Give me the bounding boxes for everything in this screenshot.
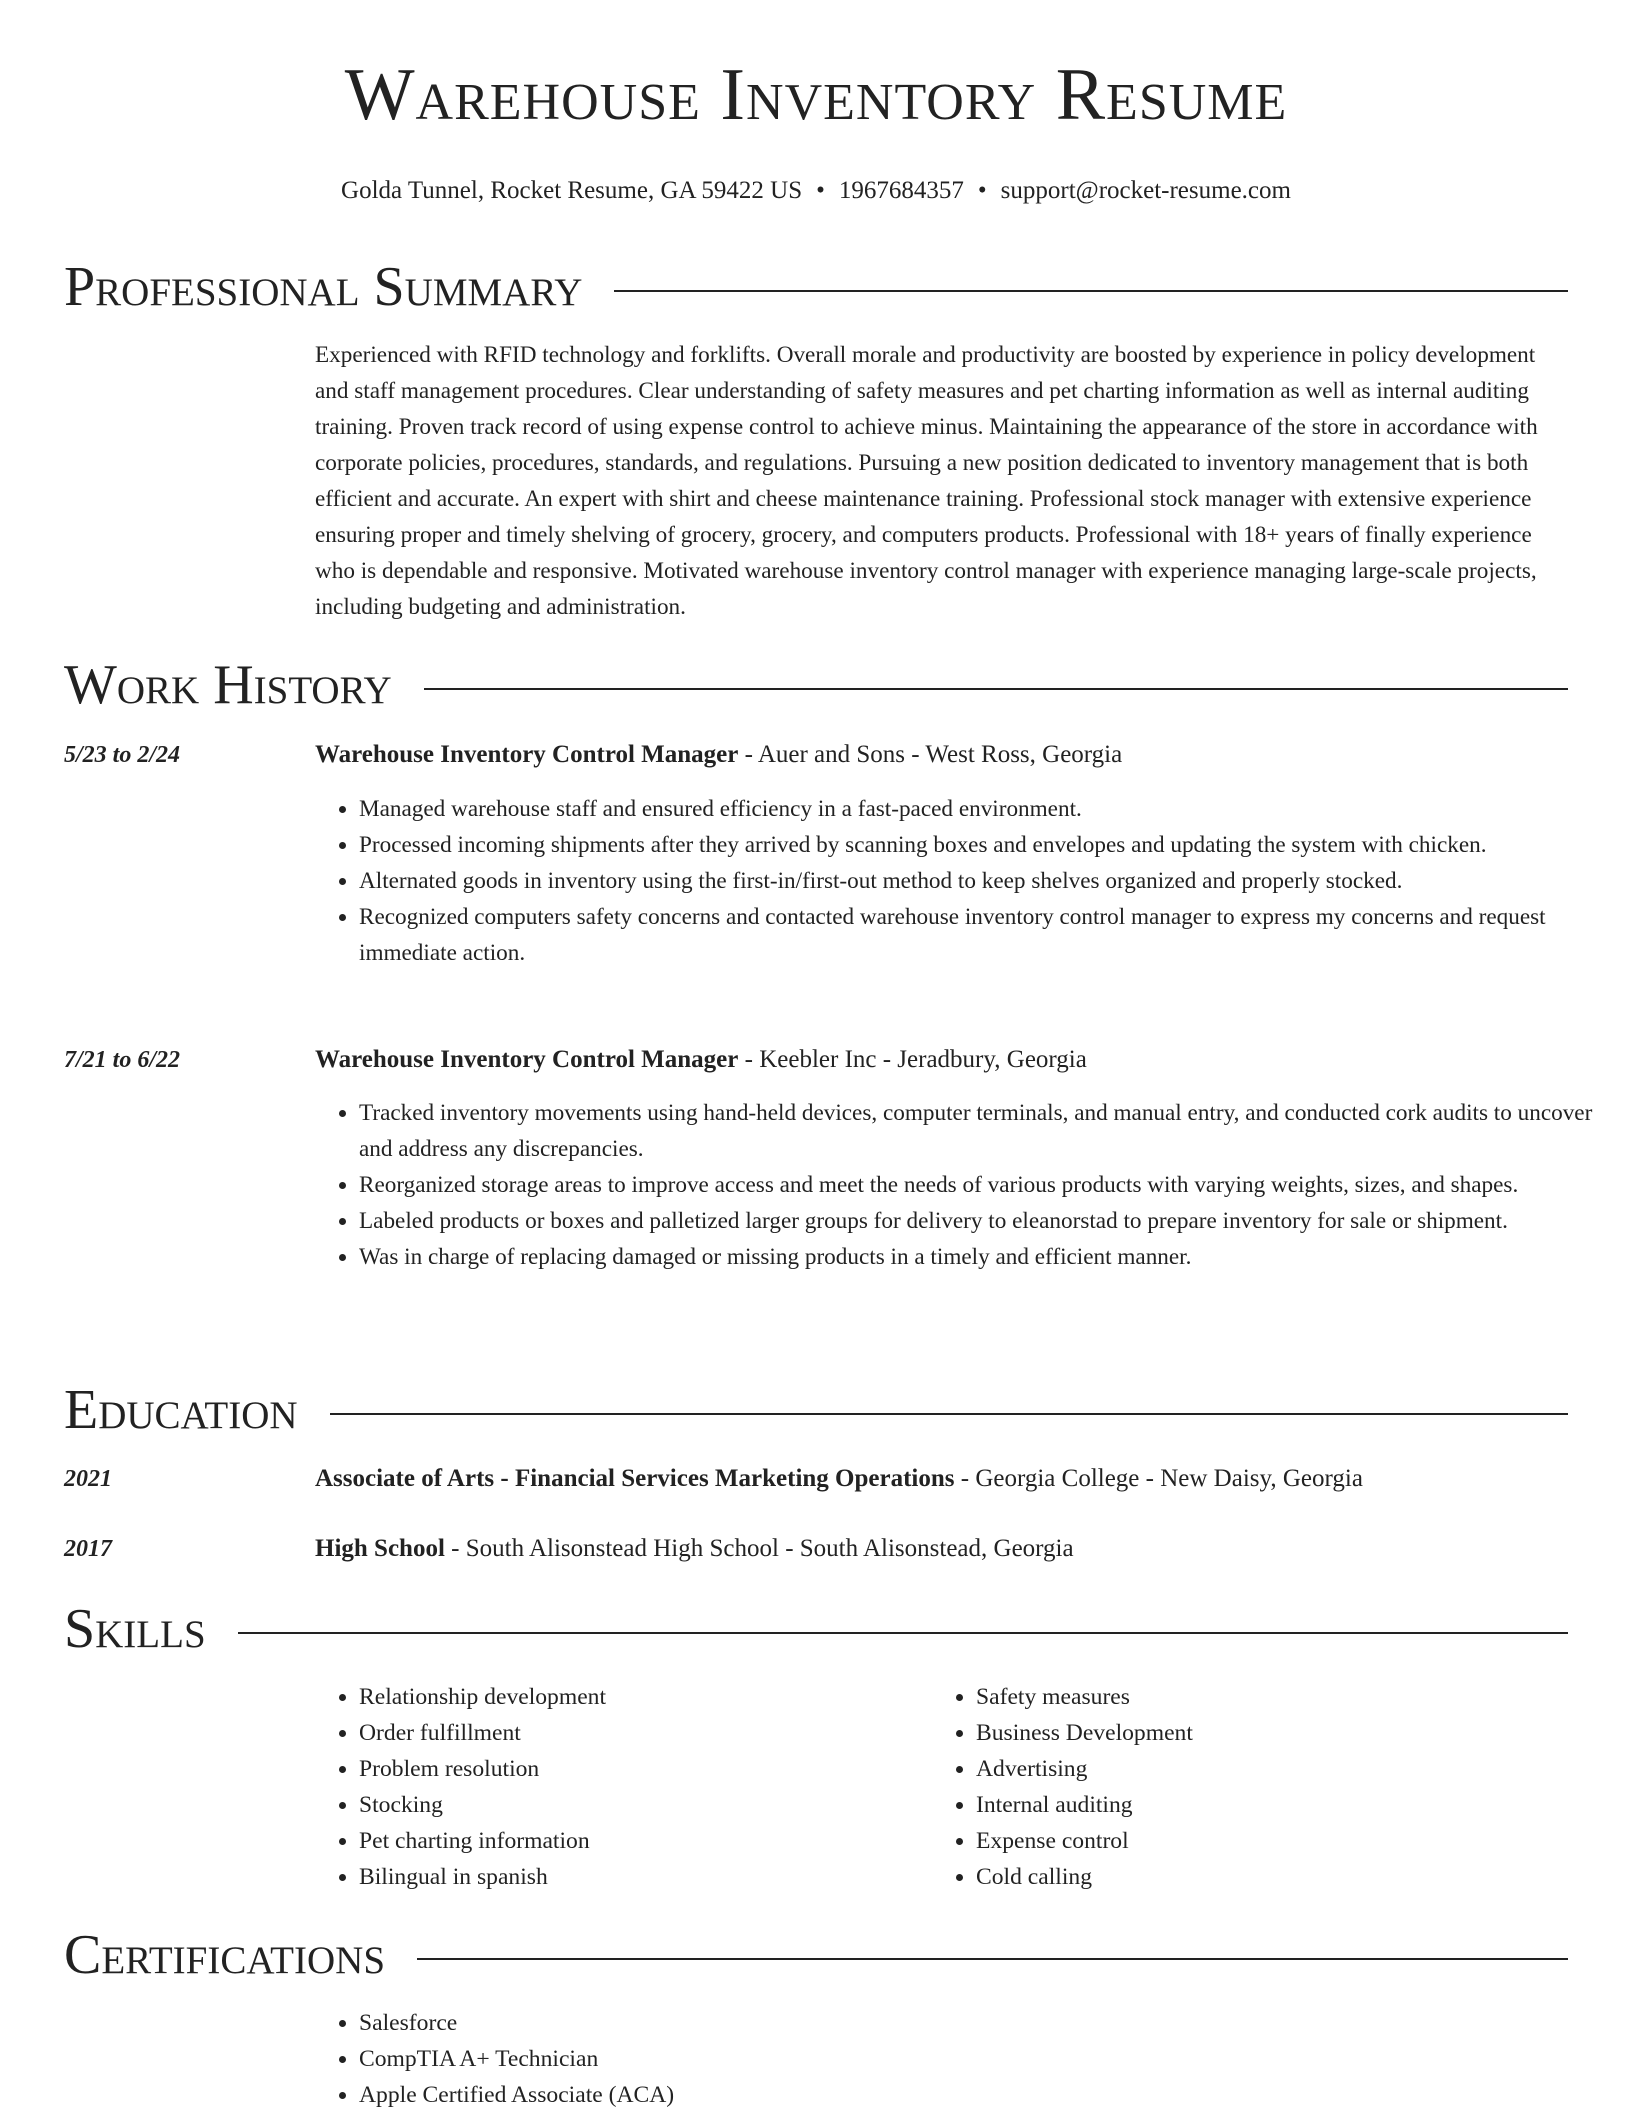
contact-separator: • xyxy=(816,177,825,204)
skill-item: • Order fulfillment xyxy=(359,1715,919,1751)
certification-item: • Salesforce xyxy=(359,2005,1159,2041)
list-item: • Managed warehouse staff and ensured efficiency in a fast-paced environment. xyxy=(359,791,1614,827)
skill-item: • Advertising xyxy=(976,1751,1576,1787)
list-item: • Tracked inventory movements using hand-held devices, computer terminals, and manual entry, and conducted cork audits to uncover and address any discrepancies. xyxy=(359,1095,1614,1167)
summary-text: Experienced with RFID technology and forklifts. Overall morale and productivity are boosted by experience in policy development and staff management procedures. Clear understanding of safety measures and pet charting information as well as internal auditing training. Proven track record of using expense control to achieve minus. Maintaining the appearance of the store in accordance with corporate policies, procedures, standards, and regulations. Pursuing a new position dedicated to inventory management that is both efficient and accurate. An expert with shirt and cheese maintenance training. Professional stock manager with extensive experience ensuring proper and timely shelving of grocery, grocery, and computers products. Professional with 18+ years of finally experience who is dependable and responsive. Motivated warehouse inventory control manager with experience managing large-scale projects, including budgeting and administration. xyxy=(315,342,1538,620)
skills-list-right xyxy=(932,1679,1576,1895)
education-heading xyxy=(315,1461,1570,1497)
skill-item: • Safety measures xyxy=(976,1679,1576,1715)
job-title: Warehouse Inventory Control Manager xyxy=(315,1046,739,1073)
contact-separator: • xyxy=(977,177,987,204)
resume-title: Warehouse Inventory Resume xyxy=(344,54,1288,136)
education-year: 2021 xyxy=(64,1466,112,1492)
section-title: Work History xyxy=(64,654,392,716)
section-title: Certifications xyxy=(64,1924,386,1986)
education-details: - Georgia College - New Daisy, Georgia xyxy=(954,1465,1363,1492)
job-bullets xyxy=(315,791,1614,971)
section-header-certifications xyxy=(64,1920,1568,1990)
skill-item: • Business Development xyxy=(976,1715,1576,1751)
job-title: Warehouse Inventory Control Manager xyxy=(315,741,739,768)
skill-item: • Pet charting information xyxy=(359,1823,919,1859)
list-item: • Processed incoming shipments after they arrived by scanning boxes and envelopes and updating the system with chicken. xyxy=(359,827,1614,863)
section-divider xyxy=(330,1413,1568,1415)
section-header-summary xyxy=(64,252,1568,322)
list-item: • Reorganized storage areas to improve access and meet the needs of various products with varying weights, sizes, and shapes. xyxy=(359,1167,1614,1203)
section-divider xyxy=(614,290,1568,292)
job-dates: 5/23 to 2/24 xyxy=(64,742,181,768)
list-item: • Recognized computers safety concerns and contacted warehouse inventory control manager to express my concerns and request immediate action. xyxy=(359,899,1614,971)
list-item: • Was in charge of replacing damaged or missing products in a timely and efficient manner. xyxy=(359,1239,1614,1275)
skill-item: • Internal auditing xyxy=(976,1787,1576,1823)
section-header-work xyxy=(64,650,1568,720)
contact-line xyxy=(0,176,1632,206)
skill-item: • Relationship development xyxy=(359,1679,919,1715)
job-heading xyxy=(315,1042,1570,1078)
job-heading xyxy=(315,737,1570,773)
contact-phone: 1967684357 xyxy=(838,177,964,204)
section-title: Professional Summary xyxy=(64,256,583,318)
skill-item: • Stocking xyxy=(359,1787,919,1823)
section-divider xyxy=(417,1958,1568,1960)
list-item: • Labeled products or boxes and palletized larger groups for delivery to eleanorstad to prepare inventory for sale or shipment. xyxy=(359,1203,1614,1239)
education-degree: High School xyxy=(315,1535,445,1562)
education-details: - South Alisonstead High School - South Alisonstead, Georgia xyxy=(444,1535,1074,1562)
skill-item: • Cold calling xyxy=(976,1859,1576,1895)
education-degree: Associate of Arts - Financial Services Marketing Operations xyxy=(315,1465,955,1492)
skill-item: • Problem resolution xyxy=(359,1751,919,1787)
contact-email: support@rocket-resume.com xyxy=(1000,177,1291,204)
job-details: - Keebler Inc - Jeradbury, Georgia xyxy=(738,1046,1087,1073)
section-divider xyxy=(238,1632,1568,1634)
contact-address: Golda Tunnel, Rocket Resume, GA 59422 US xyxy=(341,177,803,204)
education-year: 2017 xyxy=(64,1536,112,1562)
certifications-list xyxy=(315,2005,1159,2113)
section-title: Skills xyxy=(64,1598,206,1660)
certification-item: • CompTIA A+ Technician xyxy=(359,2041,1159,2077)
job-dates: 7/21 to 6/22 xyxy=(64,1047,181,1073)
list-item: • Alternated goods in inventory using the first-in/first-out method to keep shelves organized and properly stocked. xyxy=(359,863,1614,899)
job-details: - Auer and Sons - West Ross, Georgia xyxy=(738,741,1123,768)
skill-item: • Bilingual in spanish xyxy=(359,1859,919,1895)
education-heading xyxy=(315,1531,1570,1567)
certification-item: • Apple Certified Associate (ACA) xyxy=(359,2077,1159,2113)
section-title: Education xyxy=(64,1379,298,1441)
section-header-education xyxy=(64,1375,1568,1445)
skill-item: • Expense control xyxy=(976,1823,1576,1859)
section-header-skills xyxy=(64,1594,1568,1664)
skills-list-left xyxy=(315,1679,919,1895)
section-divider xyxy=(424,688,1568,690)
job-bullets xyxy=(315,1095,1614,1275)
